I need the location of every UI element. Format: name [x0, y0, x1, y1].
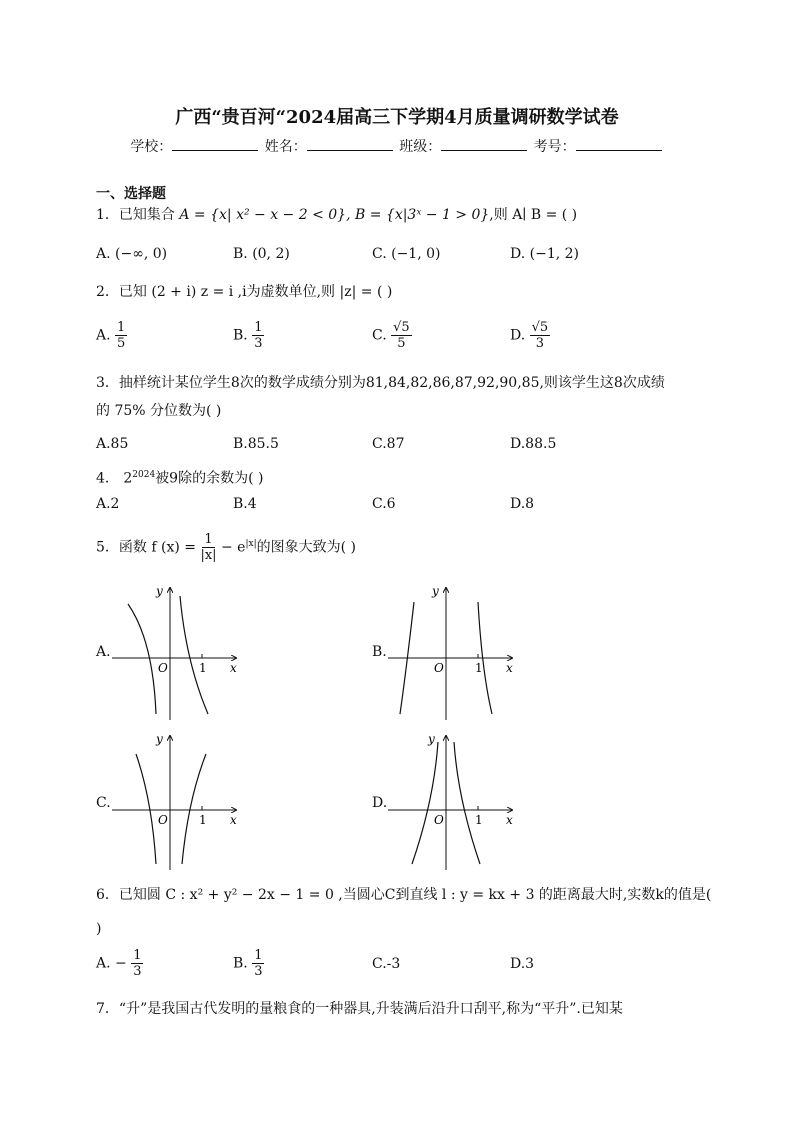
origin-label: O	[158, 661, 168, 675]
q4-option-b: B.4	[233, 496, 257, 512]
x-axis-label: x	[230, 813, 237, 827]
q2-c-num: √5	[393, 320, 410, 335]
x-axis-label: x	[506, 813, 513, 827]
exam-number-blank	[576, 136, 662, 151]
q2-option-b	[233, 320, 264, 351]
q6-option-d: D.3	[510, 956, 535, 972]
q4-base: 4． 2	[96, 470, 133, 487]
q5-graph-c-label: C.	[96, 795, 111, 811]
q2-a-num: 1	[117, 320, 126, 335]
student-info-line	[0, 136, 794, 156]
school-label: 学校：	[130, 139, 173, 155]
q2-b-fraction	[252, 320, 264, 351]
q6-option-a	[96, 948, 143, 979]
tick-label: 1	[199, 813, 207, 827]
q6-b-den: 3	[254, 964, 263, 979]
q3-option-d: D.88.5	[510, 436, 557, 452]
y-axis-label: y	[432, 584, 439, 598]
q1-option-c: C. (−1, 0)	[372, 246, 441, 262]
q5-graph-c	[108, 730, 248, 872]
question-7-line-1: 7．“升”是我国古代发明的量粮食的一种器具,升装满后沿升口刮平,称为“平升”.已知某	[96, 1001, 623, 1017]
question-2-stem: 2．已知 (2 + i) z = i ,i为虚数单位,则 |z| = ( )	[96, 284, 393, 300]
q5-num: 1	[204, 532, 213, 547]
q2-b-label: B.	[233, 327, 248, 344]
q4-exponent: 2024	[132, 470, 156, 480]
q5-sup: |x|	[245, 538, 257, 549]
q6-a-label: A. −	[96, 955, 127, 972]
q1-text-end: ,则 A∣ B = ( )	[489, 207, 578, 223]
question-5-stem	[96, 532, 356, 563]
q1-text: 1．已知集合	[96, 207, 180, 223]
school-blank	[172, 136, 258, 151]
x-axis-label: x	[506, 661, 513, 675]
question-1-stem	[96, 204, 577, 226]
q2-c-den: 5	[397, 336, 406, 351]
q6-b-label: B.	[233, 955, 248, 972]
q6-option-c: C.-3	[372, 956, 401, 972]
question-3-line-1: 3．抽样统计某位学生8次的数学成绩分别为81,84,82,86,87,92,90,85,则该学生这8次成绩	[96, 375, 665, 391]
q2-a-fraction	[115, 320, 127, 351]
class-blank	[441, 136, 527, 151]
curve-left	[128, 604, 156, 714]
q5-graph-d-label: D.	[372, 795, 388, 811]
q6-option-b	[233, 948, 264, 979]
name-label: 姓名：	[264, 139, 307, 155]
q4-option-d: D.8	[510, 496, 535, 512]
q2-a-label: A.	[96, 327, 111, 344]
q2-b-den: 3	[254, 336, 263, 351]
name-blank	[307, 136, 393, 151]
y-axis-label: y	[156, 732, 163, 746]
x-axis-label: x	[230, 661, 237, 675]
q5-graph-d	[384, 730, 524, 872]
question-6-line-1: 6．已知圆 C : x² + y² − 2x − 1 = 0 ,当圆心C到直线 l : y = kx + 3 的距离最大时,实数k的值是(	[96, 887, 712, 903]
q1-set-b: , B = {x|3ˣ − 1 > 0}	[346, 207, 490, 223]
q1-set-a: A = {x| x² − x − 2 < 0}	[179, 207, 347, 223]
q2-d-label: D.	[510, 327, 526, 344]
q6-a-den: 3	[133, 964, 142, 979]
q6-a-num: 1	[133, 948, 142, 963]
q2-d-fraction	[530, 320, 551, 351]
q2-option-d	[510, 320, 550, 351]
q2-option-a	[96, 320, 127, 351]
q1-option-a: A. (−∞, 0)	[96, 246, 168, 262]
q2-c-label: C.	[372, 327, 387, 344]
q5-suffix: − e	[216, 539, 246, 556]
q2-c-fraction	[391, 320, 412, 351]
y-axis-label: y	[428, 732, 435, 746]
q5-prefix: 5．函数 f (x) =	[96, 539, 201, 556]
y-axis-label: y	[156, 584, 163, 598]
q3-option-b: B.85.5	[233, 436, 279, 452]
question-3-line-2: 的 75% 分位数为( )	[96, 403, 222, 419]
q2-b-num: 1	[254, 320, 263, 335]
q5-graph-b-label: B.	[372, 644, 387, 660]
q5-graph-a	[108, 582, 248, 724]
q3-option-c: C.87	[372, 436, 405, 452]
section-heading: 一、选择题	[96, 186, 166, 202]
class-label: 班级：	[399, 139, 442, 155]
tick-label: 1	[475, 661, 483, 675]
curve-right	[180, 596, 208, 714]
exam-number-label: 考号：	[533, 139, 576, 155]
tick-label: 1	[475, 813, 483, 827]
q6-b-fraction	[252, 948, 264, 979]
tick-label: 1	[199, 661, 207, 675]
q5-den: |x|	[200, 548, 217, 563]
origin-label: O	[434, 813, 444, 827]
q4-option-c: C.6	[372, 496, 396, 512]
q2-d-num: √5	[531, 320, 549, 335]
q1-option-b: B. (0, 2)	[233, 246, 290, 262]
q5-graph-b	[384, 582, 524, 724]
q4-text: 被9除的余数为( )	[155, 470, 264, 487]
origin-label: O	[158, 813, 168, 827]
q6-b-num: 1	[254, 948, 263, 963]
q5-fraction	[200, 532, 216, 563]
question-4-stem	[96, 464, 263, 490]
curve-right	[454, 742, 480, 864]
q5-graph-a-label: A.	[96, 644, 111, 660]
curve-left	[136, 754, 156, 864]
q2-a-den: 5	[117, 336, 126, 351]
origin-label: O	[434, 661, 444, 675]
q1-option-d: D. (−1, 2)	[510, 246, 579, 262]
q5-tail: 的图象大致为( )	[256, 539, 356, 556]
curve-left	[412, 742, 438, 864]
page-title: 广西“贵百河“2024届高三下学期4月质量调研数学试卷	[175, 107, 619, 128]
q2-d-den: 3	[535, 336, 545, 351]
q3-option-a: A.85	[96, 436, 129, 452]
q6-a-fraction	[131, 948, 143, 979]
q2-option-c	[372, 320, 412, 351]
q4-option-a: A.2	[96, 496, 120, 512]
question-6-line-2: )	[96, 921, 102, 937]
